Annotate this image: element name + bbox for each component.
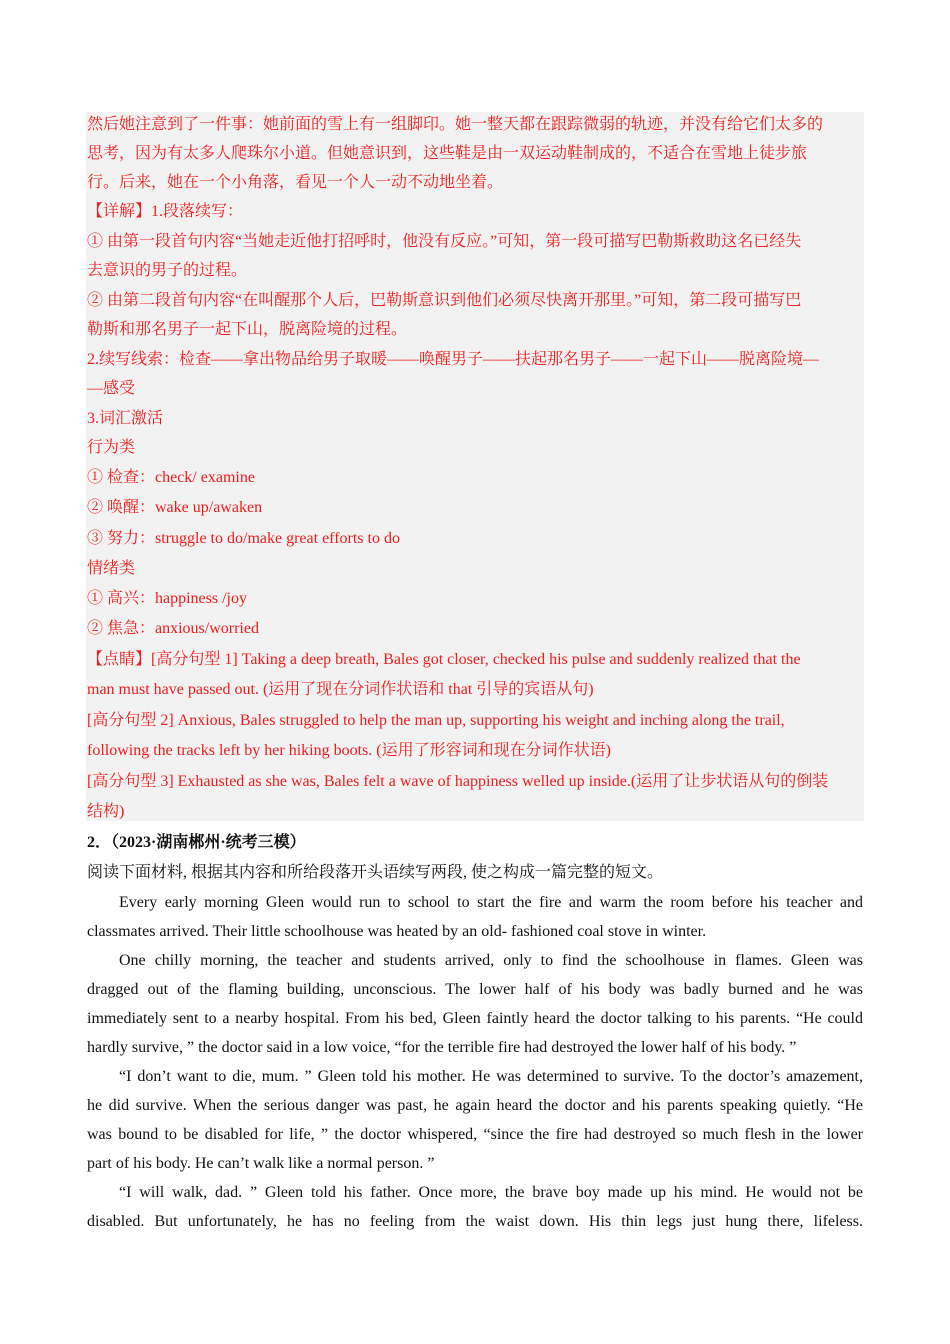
emotion-heading: 情绪类	[87, 560, 136, 577]
highlight-sentence-line: 【点睛】[高分句型 1] Taking a deep breath, Bales got closer, checked his pulse and suddenly realized that the	[87, 651, 801, 668]
vocab-item: ② 焦急：anxious/worried	[87, 620, 259, 637]
vocab-item: ② 唤醒：wake up/awaken	[87, 499, 263, 516]
highlight-sentence-line: following the tracks left by her hiking boots. (运用了形容词和现在分词作状语)	[87, 742, 611, 759]
clue-line: 2.续写线索：检查——拿出物品给男子取暖——唤醒男子——扶起那名男子——一起下山——脱离险境—	[87, 351, 820, 368]
passage-line: “I don’t want to die, mum. ” Gleen told his mother. He was determined to survive. To the doctor’s amazement,	[119, 1068, 863, 1085]
passage-line: part of his body. He can’t walk like a normal person. ”	[87, 1155, 435, 1172]
passage-line: dragged out of the flaming building, unconscious. The lower half of his body was badly burned and he was	[87, 981, 863, 998]
paragraph-note: ② 由第二段首句内容“在叫醒那个人后，巴勒斯意识到他们必须尽快离开那里。”可知，第二段可描写巴	[87, 292, 802, 309]
highlight-sentence-line: man must have passed out. (运用了现在分词作状语和 that 引导的宾语从句)	[87, 681, 594, 698]
action-heading: 行为类	[87, 439, 136, 456]
paragraph-note: 去意识的男子的过程。	[87, 262, 248, 279]
vocab-item: ① 高兴：happiness /joy	[87, 590, 247, 607]
highlight-sentence-line: [高分句型 3] Exhausted as she was, Bales felt a wave of happiness welled up inside.(运用了让步状语从句的倒装	[87, 773, 829, 790]
paragraph-note: ① 由第一段首句内容“当她走近他打招呼时，他没有反应。”可知，第一段可描写巴勒斯救助这名已经失	[87, 233, 802, 250]
highlight-sentence-line: 结构)	[87, 803, 125, 820]
vocab-item: ③ 努力：struggle to do/make great efforts to do	[87, 530, 400, 547]
question-number-source: 2．（2023·湖南郴州·统考三模）	[87, 834, 306, 851]
translation-line: 思考，因为有太多人爬珠尔小道。但她意识到，这些鞋是由一双运动鞋制成的，不适合在雪地上徒步旅	[87, 145, 808, 162]
passage-line: “I will walk, dad. ” Gleen told his father. Once more, the brave boy made up his mind. He would not be	[119, 1184, 863, 1201]
vocab-item: ① 检查：check/ examine	[87, 469, 255, 486]
vocab-heading: 3.词汇激活	[87, 410, 164, 427]
passage-line: Every early morning Gleen would run to school to start the fire and warm the room before his teacher and	[119, 894, 863, 911]
passage-line: One chilly morning, the teacher and students arrived, only to find the schoolhouse in flames. Gleen was	[119, 952, 863, 969]
paragraph-note: 勒斯和那名男子一起下山，脱离险境的过程。	[87, 321, 408, 338]
passage-line: hardly survive, ” the doctor said in a low voice, “for the terrible fire had destroyed the lower half of his body. ”	[87, 1039, 797, 1056]
clue-line: —感受	[87, 380, 136, 397]
translation-line: 行。后来，她在一个小角落，看见一个人一动不动地坐着。	[87, 174, 504, 191]
passage-line: disabled. But unfortunately, he has no feeling from the waist down. His thin legs just hung there, lifeless.	[87, 1213, 863, 1230]
highlight-sentence-line: [高分句型 2] Anxious, Bales struggled to help the man up, supporting his weight and inching along the trail,	[87, 712, 785, 729]
passage-line: immediately sent to a nearby hospital. From his bed, Gleen faintly heard the doctor talking to his parents. “He could	[87, 1010, 863, 1027]
question-instruction: 阅读下面材料, 根据其内容和所给段落开头语续写两段, 使之构成一篇完整的短文。	[87, 864, 664, 881]
passage-line: classmates arrived. Their little schoolhouse was heated by an old- fashioned coal stove in winter.	[87, 923, 707, 940]
passage-line: he did survive. When the serious danger was past, he again heard the doctor and his parents speaking quietly. “He	[87, 1097, 863, 1114]
passage-line: was bound to be disabled for life, ” the doctor whispered, “since the fire had destroyed so much flesh in the lower	[87, 1126, 863, 1143]
translation-line: 然后她注意到了一件事：她前面的雪上有一组脚印。她一整天都在跟踪微弱的轨迹，并没有给它们太多的	[87, 116, 824, 133]
detail-heading: 【详解】1.段落续写：	[87, 203, 244, 220]
